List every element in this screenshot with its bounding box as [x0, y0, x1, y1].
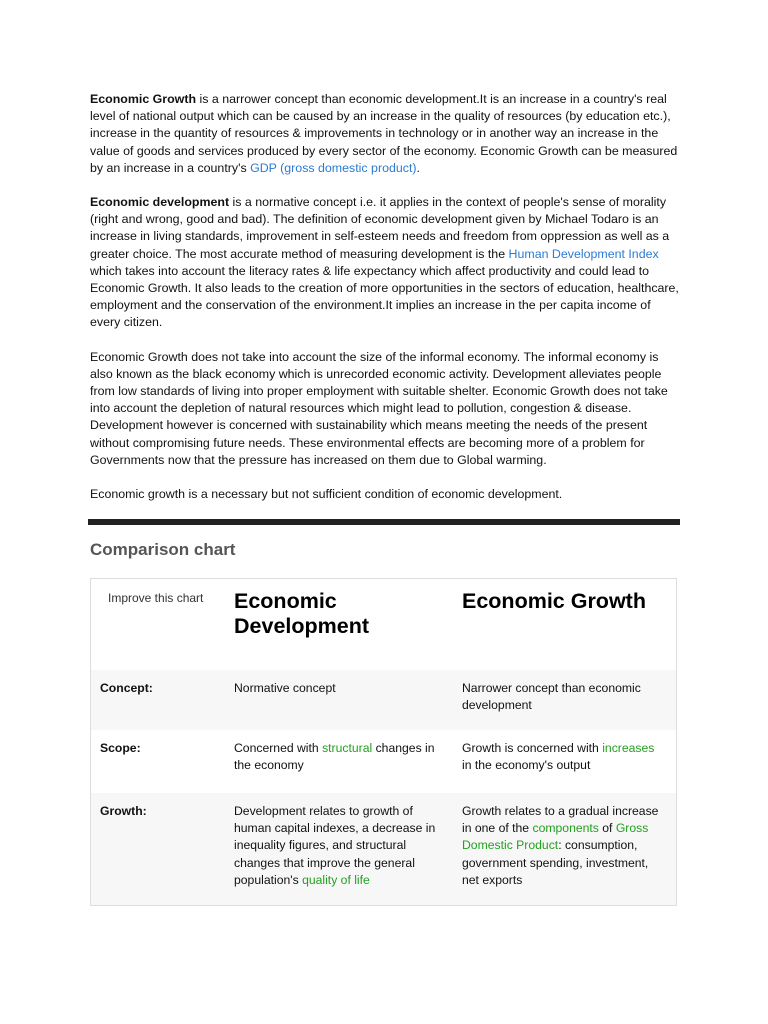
cell-development — [234, 793, 452, 906]
table-row-concept — [91, 670, 677, 730]
cell-text: Growth relates to a gradual increase in one of the — [462, 804, 659, 836]
improve-chart-cell — [91, 579, 235, 671]
cell-text: Concerned with — [234, 741, 323, 755]
section-divider — [88, 519, 680, 525]
comparison-table — [90, 578, 677, 906]
gdp-link[interactable]: GDP (gross domestic product) — [250, 160, 417, 175]
cell-growth — [452, 793, 677, 906]
hdi-link[interactable]: Human Development Index — [508, 246, 659, 261]
improve-chart-link[interactable]: Improve this chart — [108, 591, 204, 605]
cell-text: Growth is concerned with — [462, 741, 603, 755]
cell-growth — [452, 730, 677, 793]
row-label: Growth: — [91, 793, 235, 906]
table-row-scope — [91, 730, 677, 793]
article-body — [90, 91, 682, 520]
cell-text: Development relates to growth of human capital indexes, a decrease in inequality figures, and structural changes that improve the general population's — [234, 804, 436, 887]
cell-development — [234, 730, 452, 793]
gdp-components-link[interactable]: Gross Domestic Product — [462, 821, 649, 853]
paragraph-economic-development — [90, 194, 682, 332]
paragraph-economic-growth — [90, 91, 682, 177]
paragraph-necessary-condition: Economic growth is a necessary but not sufficient condition of economic development. — [90, 487, 563, 502]
paragraph-text: which takes into account the literacy rates & life expectancy which affect productivity and could lead to Economic Growth. It also leads to the creation of more opportunities in the sectors of education, healthcare, employment and the conservation of the environment.It implies an increase in the per capita income of every citizen. — [90, 263, 679, 330]
increases-link[interactable]: increases — [602, 741, 655, 755]
term-economic-growth: Economic Growth — [90, 92, 197, 106]
cell-growth: Narrower concept than economic development — [452, 670, 677, 730]
cell-development: Normative concept — [234, 670, 452, 730]
structural-link[interactable]: structural — [322, 741, 373, 755]
table-row-growth — [91, 793, 677, 906]
paragraph-informal-economy: Economic Growth does not take into account the size of the informal economy. The informal economy is also known as the black economy which is unrecorded economic activity. Development alleviates people from low standards of living into proper employment with suitable shelter. Economic Growth does not take into account the depletion of natural resources which might lead to pollution, congestion & disease. Development however is concerned with sustainability which means meeting the needs of the present without compromising future needs. These environmental effects are becoming more of a problem for Governments now that the pressure has increased on them due to Global warming. — [90, 349, 668, 467]
cell-text: of — [598, 821, 616, 836]
comparison-chart-heading: Comparison chart — [90, 540, 236, 559]
cell-text: : consumption, government spending, investment, net exports — [462, 838, 649, 887]
row-label: Scope: — [100, 741, 141, 755]
column-header-development: Economic Development — [234, 589, 370, 638]
paragraph-text: is a narrower concept than economic development.It is an increase in a country's real level of national output which can be caused by an increase in the quality of resources (by education etc.), increase in the quantity of resources & improvements in technology or in another way an increase in the value of goods and services produced by every sector of the economy. Economic Growth can be measured by an increase in a country's — [90, 92, 678, 175]
paragraph-text: . — [416, 160, 420, 175]
paragraph-text: is a normative concept i.e. it applies in the context of people's sense of morality (right and wrong, good and bad). The definition of economic development given by Michael Todaro is an increase in living standards, improvement in self-esteem needs and freedom from oppression as well as a greater choice. The most accurate method of measuring development is the — [90, 195, 670, 261]
quality-of-life-link[interactable]: quality of life — [302, 872, 370, 887]
cell-text: changes in the economy — [234, 741, 435, 773]
column-header-growth: Economic Growth — [462, 589, 646, 613]
term-economic-development: Economic development — [90, 195, 230, 210]
components-link[interactable]: components — [532, 821, 599, 836]
row-label: Concept: — [91, 670, 235, 730]
table-header-row — [91, 579, 677, 671]
cell-text: in the economy's output — [462, 758, 591, 773]
